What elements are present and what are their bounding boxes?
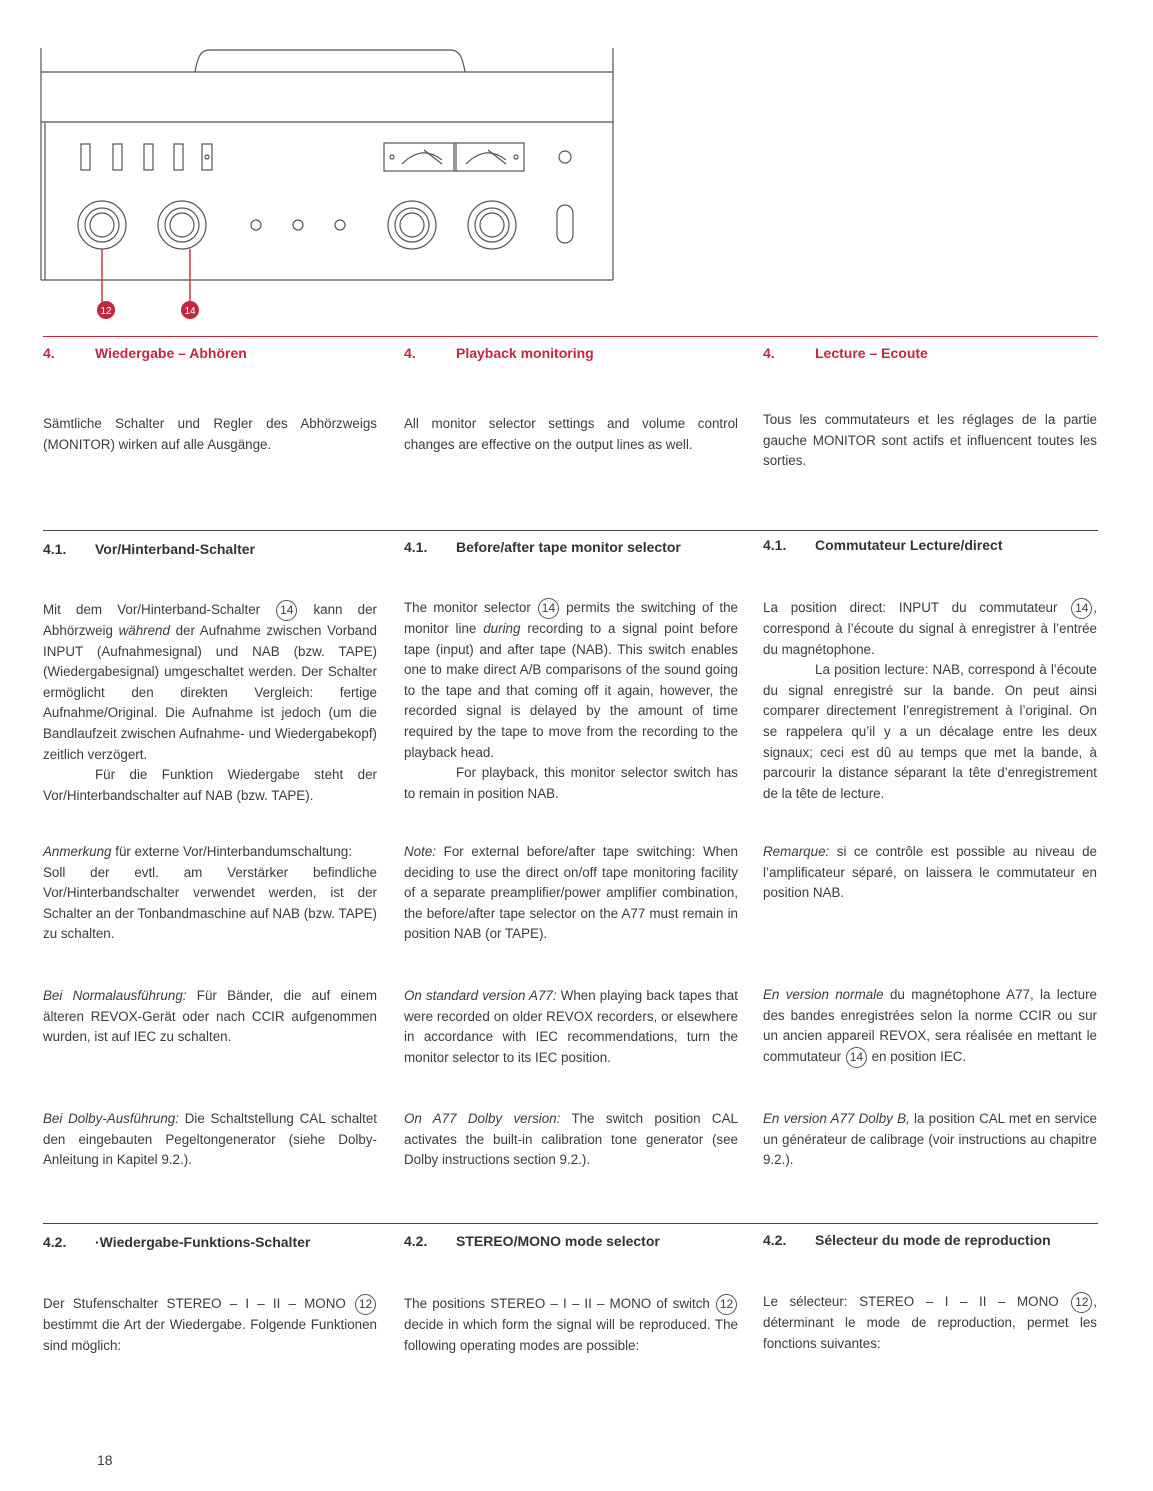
front-panel-diagram: [30, 40, 630, 330]
section-4-1-dolby-de: Bei Dolby-Ausführung: Die Schaltstellung CAL schaltet den eingebauten Pegeltongenerator (siehe Dolby-Anleitung in Kapitel 9.2.).: [43, 1111, 377, 1168]
section-4-2-heading-fr: 4.2. Sélecteur du mode de reproduction: [763, 1232, 1051, 1248]
section-4-heading-de: 4. Wiedergabe – Abhören: [43, 345, 247, 361]
svg-text:14: 14: [184, 306, 196, 317]
section-4-2-rule: [43, 1223, 1098, 1224]
ref-12: 12: [1071, 1292, 1092, 1313]
section-4-2-body-en: The positions STEREO – I – II – MONO of switch 12 decide in which form the signal will be reproduced. The following operating modes are possible:: [404, 1294, 738, 1356]
callout-14: [181, 301, 199, 319]
section-4-2-heading-en: 4.2. STEREO/MONO mode selector: [404, 1233, 660, 1249]
section-4-1-dolby-fr: En version A77 Dolby B, la position CAL met en service un générateur de calibrage (voir instructions au chapitre 9.2.).: [763, 1111, 1097, 1168]
section-4-text-fr: Tous les commutateurs et les réglages de la partie gauche MONITOR sont actifs et influencent toutes les sorties.: [763, 412, 1097, 469]
ref-12: 12: [355, 1294, 376, 1315]
ref-14: 14: [1071, 598, 1092, 619]
section-4-1-heading-fr: 4.1. Commutateur Lecture/direct: [763, 537, 1003, 553]
section-4-1-standard-de: Bei Normalausführung: Für Bänder, die auf einem älteren REVOX-Gerät oder nach CCIR aufgenommen wurden, ist auf IEC zu schalten.: [43, 988, 377, 1045]
section-4-1-standard-fr: En version normale du magnétophone A77, la lecture des bandes enregistrées selon la norme CCIR ou sur un ancien appareil REVOX, sera réalisée en mettant le commutateur 14 en position IEC.: [763, 985, 1097, 1068]
section-4-1-heading-de: 4.1. Vor/Hinterband-Schalter: [43, 541, 255, 557]
section-4-rule: [43, 336, 1098, 337]
section-4-2-body-fr: Le sélecteur: STEREO – I – II – MONO 12 , déterminant le mode de reproduction, permet les fonctions suivantes:: [763, 1292, 1097, 1354]
page-number: 18: [97, 1452, 113, 1468]
section-4-1-note-de: Anmerkung für externe Vor/Hinterbandumschaltung: Soll der evtl. am Verstärker befindliche Vor/Hinterbandschalter verwendet werden, ist der Schalter an der Tonbandmaschine auf NAB (bzw. TAPE) zu schalten.: [43, 844, 377, 942]
ref-14: 14: [846, 1047, 867, 1068]
section-4-1-rule: [43, 530, 1098, 531]
section-4-text-en: All monitor selector settings and volume control changes are effective on the output lines as well.: [404, 416, 738, 452]
section-4-heading-en: 4. Playback monitoring: [404, 345, 594, 361]
section-4-heading-fr: 4. Lecture – Ecoute: [763, 345, 928, 361]
section-4-1-body-fr: La position direct: INPUT du commutateur 14 , correspond à l’écoute du signal à enregistrer à l’entrée du magnétophone. La position lecture: NAB, correspond à l’écoute du signal enregistré sur la bande. On peut ainsi comparer directement l’enregistrement à l’original. On se rappelera qu’il y a un décalage entre les deux signaux; ceci est dû au temps que met la bande, à parcourir la distance séparant la tête d’enregistrement de la tête de lecture.: [763, 598, 1097, 804]
section-4-1-body-de: Mit dem Vor/Hinterband-Schalter 14 kann der Abhörzweig während der Aufnahme zwischen Vorband INPUT (Aufnahmesignal) und NAB (bzw. TAPE) (Wiedergabesignal) umgeschaltet werden. Der Schalter ermöglicht den direkten Vergleich: fertige Aufnahme/Original. Die Aufnahme ist jedoch (um die Bandlaufzeit zwischen Aufnahme- und Wiedergabekopf) zeitlich verzögert. Für die Funktion Wiedergabe steht der Vor/Hinterbandschalter auf NAB (bzw. TAPE).: [43, 600, 377, 806]
section-4-1-dolby-en: On A77 Dolby version: The switch position CAL activates the built-in calibration tone generator (see Dolby instructions section 9.2.).: [404, 1111, 738, 1168]
section-4-2-body-de: Der Stufenschalter STEREO – I – II – MONO 12 bestimmt die Art der Wiedergabe. Folgende Funktionen sind möglich:: [43, 1294, 377, 1356]
svg-text:12: 12: [100, 306, 112, 317]
ref-14: 14: [538, 598, 559, 619]
section-4-1-standard-en: On standard version A77: When playing back tapes that were recorded on older REVOX recorders, or elsewhere in accordance with IEC recommendations, turn the monitor selector to its IEC position.: [404, 988, 738, 1065]
callout-12: [97, 301, 115, 319]
section-4-1-note-fr: Remarque: si ce contrôle est possible au niveau de l’amplificateur séparé, on laissera le commutateur en position NAB.: [763, 844, 1097, 901]
ref-14: 14: [276, 600, 297, 621]
section-4-2-heading-de: 4.2. ·Wiedergabe-Funktions-Schalter: [43, 1234, 311, 1250]
section-4-text-de: Sämtliche Schalter und Regler des Abhörzweigs (MONITOR) wirken auf alle Ausgänge.: [43, 416, 377, 452]
ref-12: 12: [716, 1294, 737, 1315]
section-4-1-heading-en: 4.1. Before/after tape monitor selector: [404, 539, 681, 555]
section-4-1-note-en: Note: For external before/after tape switching: When deciding to use the direct on/off tape monitoring facility of a separate preamplifier/power amplifier combination, the before/after tape selector on the A77 must remain in position NAB (or TAPE).: [404, 844, 738, 942]
section-4-1-body-en: The monitor selector 14 permits the switching of the monitor line during recording to a signal point before tape (input) and after tape (NAB). This switch enables one to make direct A/B comparisons of the sound going to the tape and that coming off it again, however, the recorded signal is delayed by the amount of time required by the tape to move from the recording to the playback head. For playback, this monitor selector switch has to remain in position NAB.: [404, 598, 738, 804]
